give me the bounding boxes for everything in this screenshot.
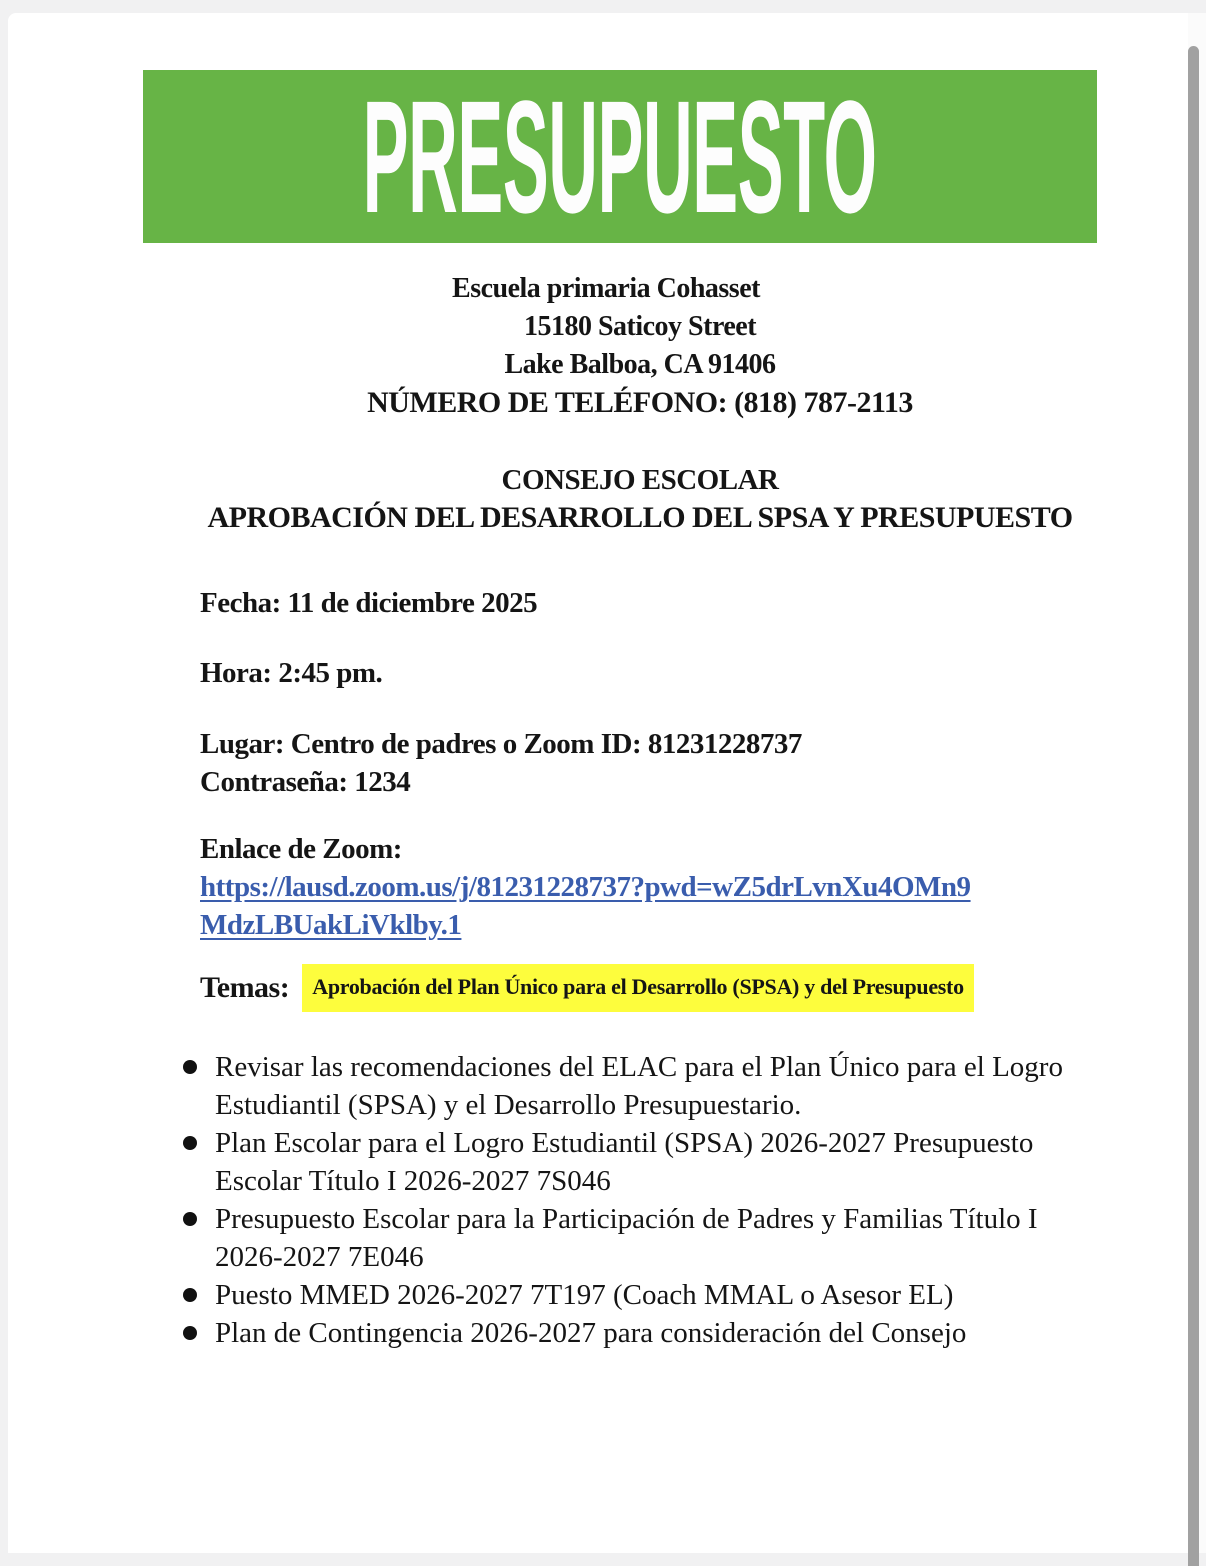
agenda-item-text: Presupuesto Escolar para la Participación de Padres y Familias Título I 2026-2027 7E046 [215, 1203, 1038, 1273]
topics-label: Temas: [200, 971, 290, 1004]
agenda-item [200, 1124, 1095, 1200]
zoom-link[interactable] [200, 868, 1080, 944]
topics-highlight: Aprobación del Plan Único para el Desarrollo (SPSA) y del Presupuesto [302, 964, 974, 1012]
bullet-icon [183, 1212, 197, 1226]
bullet-icon [183, 1288, 197, 1302]
agenda-item-text: Revisar las recomendaciones del ELAC para el Plan Único para el Logro Estudiantil (SPSA) y el Desarrollo Presupuestario. [215, 1051, 1063, 1121]
zoom-link-label: Enlace de Zoom: [200, 833, 402, 865]
topics-row [200, 964, 1080, 1012]
address-street: 15180 Saticoy Street [523, 311, 757, 342]
bullet-icon [183, 1136, 197, 1150]
zoom-link-line2[interactable]: MdzLBUakLiVklby.1 [200, 909, 462, 941]
agenda-item-text: Plan Escolar para el Logro Estudiantil (SPSA) 2026-2027 Presupuesto Escolar Título I 2026-2027 7S046 [215, 1127, 1034, 1197]
agenda-item-text: Plan de Contingencia 2026-2027 para consideración del Consejo [215, 1317, 967, 1349]
meeting-title-line1: CONSEJO ESCOLAR [501, 464, 779, 496]
banner-title: PRESUPUESTO [363, 66, 877, 246]
presupuesto-banner [143, 66, 1097, 246]
school-address-block [200, 270, 1080, 422]
scrollbar-thumb[interactable] [1188, 46, 1199, 1566]
agenda-item-text: Puesto MMED 2026-2027 7T197 (Coach MMAL o Asesor EL) [215, 1279, 954, 1311]
document-body [200, 270, 1080, 1352]
zoom-link-line1[interactable]: https://lausd.zoom.us/j/81231228737?pwd=wZ5drLvnXu4OMn9 [200, 871, 971, 903]
date-line: Fecha: 11 de diciembre 2025 [200, 587, 538, 619]
agenda-list [200, 1048, 1080, 1352]
agenda-item [200, 1314, 1095, 1352]
address-city: Lake Balboa, CA 91406 [504, 349, 776, 380]
agenda-item [200, 1276, 1095, 1314]
agenda-item [200, 1048, 1095, 1124]
password-line: Contraseña: 1234 [200, 766, 411, 798]
document-page [8, 13, 1188, 1553]
location-line: Lugar: Centro de padres o Zoom ID: 81231228737 [200, 728, 802, 760]
bullet-icon [183, 1060, 197, 1074]
meeting-title [200, 462, 1080, 536]
agenda-item [200, 1200, 1095, 1276]
bullet-icon [183, 1326, 197, 1340]
school-name: Escuela primaria Cohasset [452, 273, 760, 304]
phone-number: NÚMERO DE TELÉFONO: (818) 787-2113 [367, 386, 913, 419]
meeting-title-line2: APROBACIÓN DEL DESARROLLO DEL SPSA Y PRESUPUESTO [207, 501, 1073, 534]
time-line: Hora: 2:45 pm. [200, 657, 383, 689]
